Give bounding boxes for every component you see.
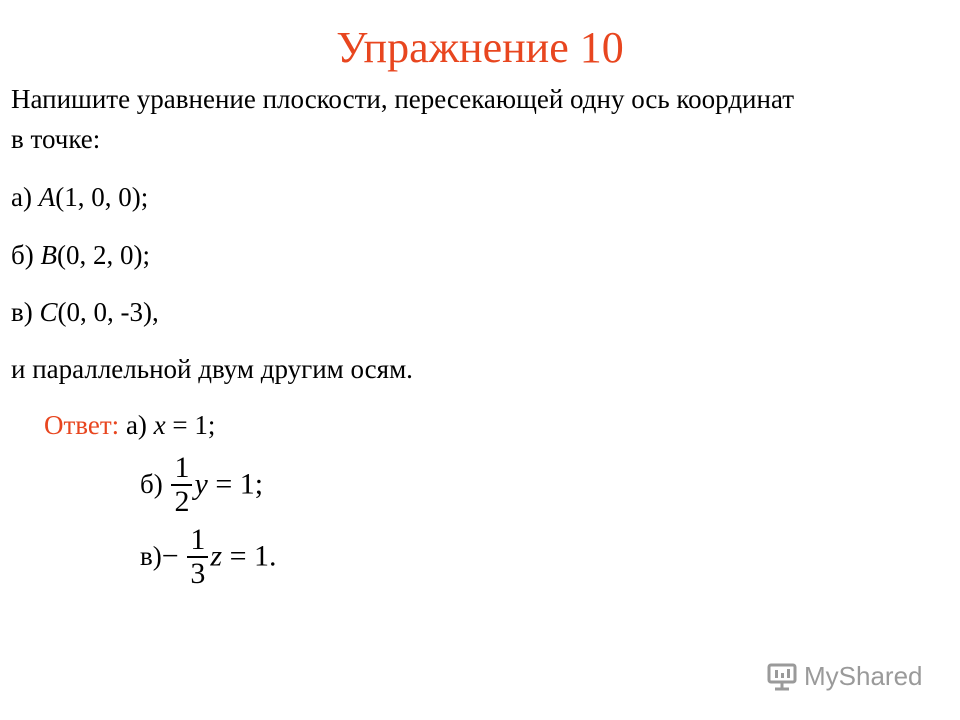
answer-a — [44, 410, 215, 441]
item-b-prefix: б) — [11, 240, 41, 270]
problem-closing: и параллельной двум другим осям. — [11, 354, 413, 384]
answer-b-numerator: 1 — [174, 451, 190, 484]
answer-c-prefix: в) — [140, 541, 162, 571]
answer-b-fraction — [171, 452, 192, 517]
answer-c-fraction — [187, 524, 208, 589]
answer-c-numerator: 1 — [190, 523, 206, 556]
watermark-text: MyShared — [804, 660, 923, 691]
answer-b-var: y — [194, 467, 208, 501]
item-c-prefix: в) — [11, 297, 40, 327]
problem-text-line-1: Напишите уравнение плоскости, пересекающей одну ось координат — [11, 84, 795, 114]
presentation-board-icon — [766, 660, 798, 692]
item-a — [11, 182, 148, 213]
answer-b — [140, 452, 263, 517]
slide-title: Упражнение 10 — [336, 23, 624, 72]
answer-c-rest: = 1. — [222, 539, 277, 573]
item-b — [11, 240, 150, 271]
answer-a-var: x — [153, 410, 166, 440]
answer-a-rest: = 1; — [165, 410, 216, 440]
item-c — [11, 297, 159, 328]
item-b-coords: (0, 2, 0); — [56, 240, 150, 270]
answer-c-var: z — [210, 539, 223, 573]
problem-text-line-2: в точке: — [11, 124, 101, 154]
item-a-point: A — [38, 182, 56, 212]
item-a-coords: (1, 0, 0); — [55, 182, 149, 212]
answer-c — [140, 524, 277, 589]
answer-c-denominator: 3 — [187, 556, 208, 590]
answer-c-sign: − — [161, 539, 179, 573]
answer-a-prefix: а) — [119, 410, 154, 440]
item-b-point: B — [40, 240, 57, 270]
answer-b-denominator: 2 — [171, 484, 192, 518]
answer-b-rest: = 1; — [207, 467, 264, 501]
item-a-prefix: а) — [11, 182, 39, 212]
answer-b-prefix: б) — [140, 469, 163, 499]
item-c-point: C — [39, 297, 58, 327]
item-c-coords: (0, 0, -3), — [57, 297, 159, 327]
watermark-logo — [766, 656, 923, 696]
answer-label: Ответ: — [44, 410, 120, 440]
